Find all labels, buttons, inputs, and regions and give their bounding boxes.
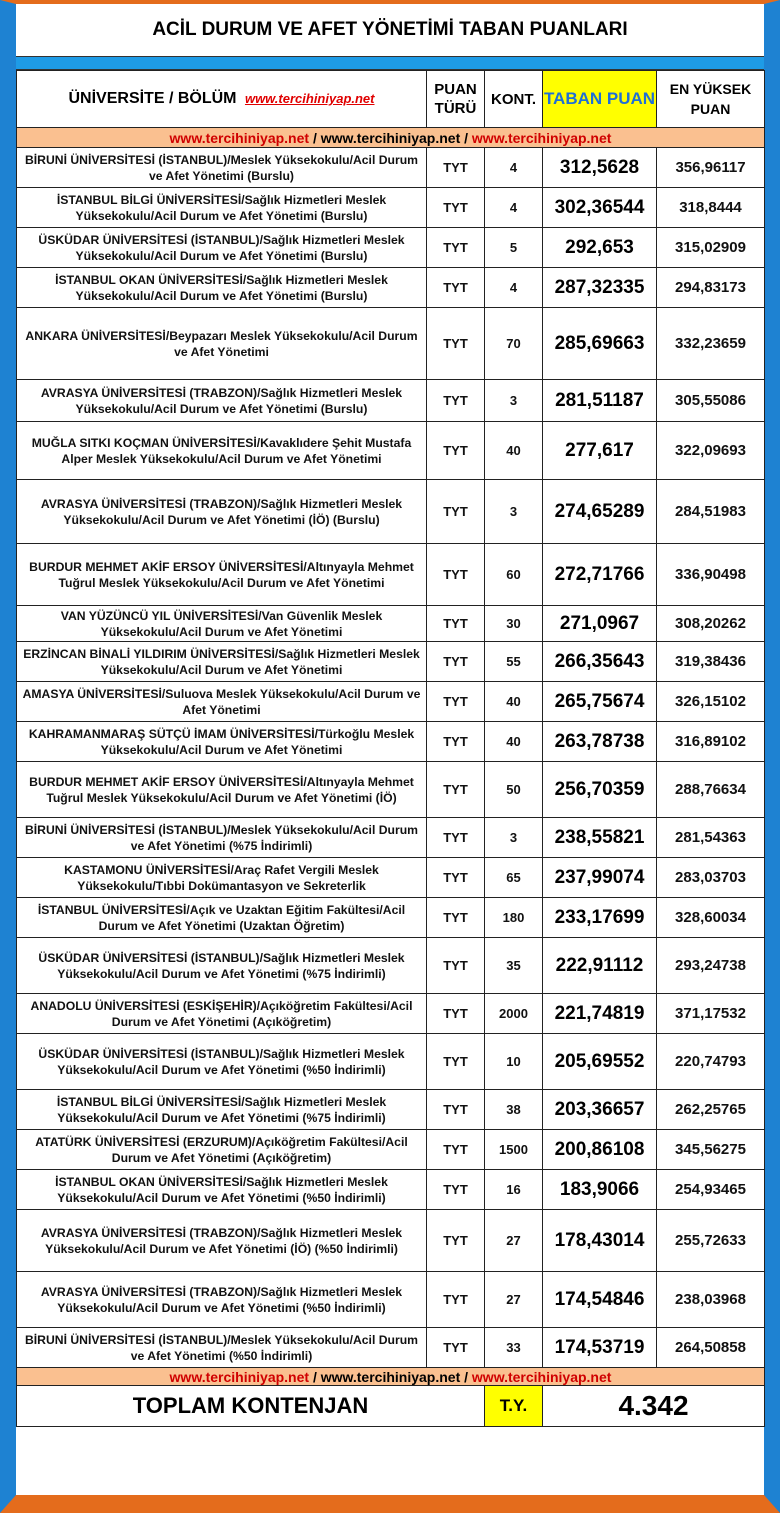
base-score: 292,653	[543, 228, 657, 268]
score-type: TYT	[427, 268, 485, 308]
base-score: 221,74819	[543, 994, 657, 1034]
score-type: TYT	[427, 818, 485, 858]
score-type: TYT	[427, 1170, 485, 1210]
score-type: TYT	[427, 544, 485, 606]
score-type: TYT	[427, 606, 485, 642]
table-row	[17, 308, 765, 380]
table-row	[17, 642, 765, 682]
base-score: 281,51187	[543, 380, 657, 422]
score-type: TYT	[427, 380, 485, 422]
header-university-label: ÜNİVERSİTE / BÖLÜM	[68, 90, 237, 107]
university-program: BİRUNİ ÜNİVERSİTESİ (İSTANBUL)/Meslek Yüksekokulu/Acil Durum ve Afet Yönetimi (Burslu)	[17, 148, 427, 188]
watermark-sep: /	[460, 129, 472, 146]
header-site-link[interactable]: www.tercihiniyap.net	[244, 91, 375, 106]
university-program: İSTANBUL BİLGİ ÜNİVERSİTESİ/Sağlık Hizmetleri Meslek Yüksekokulu/Acil Durum ve Afet Yönetimi (Burslu)	[17, 188, 427, 228]
table-row	[17, 994, 765, 1034]
page-title: ACİL DURUM VE AFET YÖNETİMİ TABAN PUANLARI	[16, 4, 764, 57]
max-score: 345,56275	[657, 1130, 765, 1170]
table-row	[17, 268, 765, 308]
university-program: AMASYA ÜNİVERSİTESİ/Suluova Meslek Yüksekokulu/Acil Durum ve Afet Yönetimi	[17, 682, 427, 722]
quota: 10	[485, 1034, 543, 1090]
watermark-link[interactable]: www.tercihiniyap.net	[169, 129, 310, 146]
table-body	[17, 148, 765, 1368]
quota: 70	[485, 308, 543, 380]
score-type: TYT	[427, 682, 485, 722]
max-score: 319,38436	[657, 642, 765, 682]
watermark-banner-top	[17, 128, 765, 148]
quota: 27	[485, 1210, 543, 1272]
score-type: TYT	[427, 762, 485, 818]
base-score: 237,99074	[543, 858, 657, 898]
base-score: 233,17699	[543, 898, 657, 938]
university-program: ÜSKÜDAR ÜNİVERSİTESİ (İSTANBUL)/Sağlık Hizmetleri Meslek Yüksekokulu/Acil Durum ve Afet Yönetimi (Burslu)	[17, 228, 427, 268]
score-type: TYT	[427, 1210, 485, 1272]
base-score: 178,43014	[543, 1210, 657, 1272]
university-program: BURDUR MEHMET AKİF ERSOY ÜNİVERSİTESİ/Altınyayla Mehmet Tuğrul Meslek Yüksekokulu/Acil Durum ve Afet Yönetimi (İÖ)	[17, 762, 427, 818]
max-score: 284,51983	[657, 480, 765, 544]
table-row	[17, 228, 765, 268]
university-program: AVRASYA ÜNİVERSİTESİ (TRABZON)/Sağlık Hizmetleri Meslek Yüksekokulu/Acil Durum ve Afet Yönetimi (%50 İndirimli)	[17, 1272, 427, 1328]
watermark-sep: /	[309, 1368, 321, 1385]
score-type: TYT	[427, 994, 485, 1034]
base-score: 174,53719	[543, 1328, 657, 1368]
score-type: TYT	[427, 422, 485, 480]
watermark-sep: /	[460, 1368, 472, 1385]
watermark-banner-bottom	[17, 1368, 765, 1386]
watermark-link[interactable]: www.tercihiniyap.net	[471, 129, 612, 146]
university-program: AVRASYA ÜNİVERSİTESİ (TRABZON)/Sağlık Hizmetleri Meslek Yüksekokulu/Acil Durum ve Afet Yönetimi (Burslu)	[17, 380, 427, 422]
table-row	[17, 1034, 765, 1090]
max-score: 305,55086	[657, 380, 765, 422]
max-score: 254,93465	[657, 1170, 765, 1210]
quota: 4	[485, 268, 543, 308]
quota: 16	[485, 1170, 543, 1210]
base-score: 263,78738	[543, 722, 657, 762]
table-row	[17, 938, 765, 994]
watermark-sep: /	[309, 129, 321, 146]
score-type: TYT	[427, 1034, 485, 1090]
university-program: MUĞLA SITKI KOÇMAN ÜNİVERSİTESİ/Kavaklıdere Şehit Mustafa Alper Meslek Yüksekokulu/Acil Durum ve Afet Yönetimi	[17, 422, 427, 480]
base-score: 274,65289	[543, 480, 657, 544]
max-score: 238,03968	[657, 1272, 765, 1328]
score-type: TYT	[427, 1090, 485, 1130]
max-score: 308,20262	[657, 606, 765, 642]
university-program: KASTAMONU ÜNİVERSİTESİ/Araç Rafet Vergili Meslek Yüksekokulu/Tıbbi Dokümantasyon ve Sekreterlik	[17, 858, 427, 898]
quota: 40	[485, 422, 543, 480]
table-row	[17, 1130, 765, 1170]
quota: 50	[485, 762, 543, 818]
table-row	[17, 1090, 765, 1130]
score-type: TYT	[427, 722, 485, 762]
header-quota: KONT.	[485, 71, 543, 128]
table-row	[17, 148, 765, 188]
quota: 35	[485, 938, 543, 994]
max-score: 316,89102	[657, 722, 765, 762]
header-score-type: PUAN TÜRÜ	[427, 71, 485, 128]
max-score: 371,17532	[657, 994, 765, 1034]
base-score: 238,55821	[543, 818, 657, 858]
table-row	[17, 422, 765, 480]
max-score: 315,02909	[657, 228, 765, 268]
max-score: 294,83173	[657, 268, 765, 308]
quota: 33	[485, 1328, 543, 1368]
max-score: 356,96117	[657, 148, 765, 188]
score-type: TYT	[427, 480, 485, 544]
max-score: 262,25765	[657, 1090, 765, 1130]
quota: 4	[485, 188, 543, 228]
base-score: 312,5628	[543, 148, 657, 188]
quota: 65	[485, 858, 543, 898]
score-type: TYT	[427, 898, 485, 938]
score-type: TYT	[427, 228, 485, 268]
university-program: İSTANBUL OKAN ÜNİVERSİTESİ/Sağlık Hizmetleri Meslek Yüksekokulu/Acil Durum ve Afet Yönetimi (%50 İndirimli)	[17, 1170, 427, 1210]
base-score: 271,0967	[543, 606, 657, 642]
quota: 3	[485, 380, 543, 422]
max-score: 332,23659	[657, 308, 765, 380]
base-score: 174,54846	[543, 1272, 657, 1328]
table-row	[17, 682, 765, 722]
quota: 1500	[485, 1130, 543, 1170]
score-type: TYT	[427, 1328, 485, 1368]
table-row	[17, 606, 765, 642]
table-row	[17, 1328, 765, 1368]
total-quota-label: TOPLAM KONTENJAN	[17, 1386, 485, 1427]
base-score: 205,69552	[543, 1034, 657, 1090]
base-score: 265,75674	[543, 682, 657, 722]
score-type: TYT	[427, 642, 485, 682]
watermark-link[interactable]: www.tercihiniyap.net	[471, 1368, 612, 1385]
university-program: AVRASYA ÜNİVERSİTESİ (TRABZON)/Sağlık Hizmetleri Meslek Yüksekokulu/Acil Durum ve Afet Yönetimi (İÖ) (%50 İndirimli)	[17, 1210, 427, 1272]
quota: 2000	[485, 994, 543, 1034]
quota: 40	[485, 682, 543, 722]
table-row	[17, 1170, 765, 1210]
quota: 60	[485, 544, 543, 606]
max-score: 336,90498	[657, 544, 765, 606]
max-score: 283,03703	[657, 858, 765, 898]
base-score: 302,36544	[543, 188, 657, 228]
university-program: BURDUR MEHMET AKİF ERSOY ÜNİVERSİTESİ/Altınyayla Mehmet Tuğrul Meslek Yüksekokulu/Acil Durum ve Afet Yönetimi	[17, 544, 427, 606]
table-row	[17, 1272, 765, 1328]
watermark-link[interactable]: www.tercihiniyap.net	[169, 1368, 310, 1385]
quota: 4	[485, 148, 543, 188]
base-score: 200,86108	[543, 1130, 657, 1170]
university-program: ANKARA ÜNİVERSİTESİ/Beypazarı Meslek Yüksekokulu/Acil Durum ve Afet Yönetimi	[17, 308, 427, 380]
total-score-type: T.Y.	[485, 1386, 543, 1427]
total-quota-value: 4.342	[543, 1386, 765, 1427]
table-row	[17, 1210, 765, 1272]
university-program: KAHRAMANMARAŞ SÜTÇÜ İMAM ÜNİVERSİTESİ/Türkoğlu Meslek Yüksekokulu/Acil Durum ve Afet Yönetimi	[17, 722, 427, 762]
university-program: ANADOLU ÜNİVERSİTESİ (ESKİŞEHİR)/Açıköğretim Fakültesi/Acil Durum ve Afet Yönetimi (Açıköğretim)	[17, 994, 427, 1034]
quota: 27	[485, 1272, 543, 1328]
score-type: TYT	[427, 858, 485, 898]
table-row	[17, 762, 765, 818]
quota: 55	[485, 642, 543, 682]
university-program: ÜSKÜDAR ÜNİVERSİTESİ (İSTANBUL)/Sağlık Hizmetleri Meslek Yüksekokulu/Acil Durum ve Afet Yönetimi (%50 İndirimli)	[17, 1034, 427, 1090]
max-score: 328,60034	[657, 898, 765, 938]
table-row	[17, 818, 765, 858]
max-score: 322,09693	[657, 422, 765, 480]
quota: 5	[485, 228, 543, 268]
base-score: 256,70359	[543, 762, 657, 818]
university-program: VAN YÜZÜNCÜ YIL ÜNİVERSİTESİ/Van Güvenlik Meslek Yüksekokulu/Acil Durum ve Afet Yönetimi	[17, 606, 427, 642]
base-score: 287,32335	[543, 268, 657, 308]
university-program: ÜSKÜDAR ÜNİVERSİTESİ (İSTANBUL)/Sağlık Hizmetleri Meslek Yüksekokulu/Acil Durum ve Afet Yönetimi (%75 İndirimli)	[17, 938, 427, 994]
quota: 30	[485, 606, 543, 642]
university-program: ATATÜRK ÜNİVERSİTESİ (ERZURUM)/Açıköğretim Fakültesi/Acil Durum ve Afet Yönetimi (Açıköğretim)	[17, 1130, 427, 1170]
max-score: 264,50858	[657, 1328, 765, 1368]
header-base-score: TABAN PUAN	[543, 71, 657, 128]
base-score: 222,91112	[543, 938, 657, 994]
watermark-link[interactable]: www.tercihiniyap.net	[320, 1368, 461, 1385]
table-row	[17, 380, 765, 422]
university-program: İSTANBUL ÜNİVERSİTESİ/Açık ve Uzaktan Eğitim Fakültesi/Acil Durum ve Afet Yönetimi (Uzaktan Öğretim)	[17, 898, 427, 938]
university-program: İSTANBUL OKAN ÜNİVERSİTESİ/Sağlık Hizmetleri Meslek Yüksekokulu/Acil Durum ve Afet Yönetimi (Burslu)	[17, 268, 427, 308]
max-score: 318,8444	[657, 188, 765, 228]
university-program: ERZİNCAN BİNALİ YILDIRIM ÜNİVERSİTESİ/Sağlık Hizmetleri Meslek Yüksekokulu/Acil Durum ve Afet Yönetimi	[17, 642, 427, 682]
quota: 40	[485, 722, 543, 762]
base-score: 183,9066	[543, 1170, 657, 1210]
score-type: TYT	[427, 1272, 485, 1328]
score-type: TYT	[427, 938, 485, 994]
table-row	[17, 898, 765, 938]
blue-divider	[16, 57, 764, 70]
score-type: TYT	[427, 308, 485, 380]
base-score: 203,36657	[543, 1090, 657, 1130]
table-row	[17, 858, 765, 898]
max-score: 220,74793	[657, 1034, 765, 1090]
max-score: 255,72633	[657, 1210, 765, 1272]
max-score: 281,54363	[657, 818, 765, 858]
base-score: 285,69663	[543, 308, 657, 380]
header-university	[17, 71, 427, 128]
quota: 3	[485, 480, 543, 544]
quota: 3	[485, 818, 543, 858]
quota: 180	[485, 898, 543, 938]
university-program: İSTANBUL BİLGİ ÜNİVERSİTESİ/Sağlık Hizmetleri Meslek Yüksekokulu/Acil Durum ve Afet Yönetimi (%75 İndirimli)	[17, 1090, 427, 1130]
max-score: 293,24738	[657, 938, 765, 994]
quota: 38	[485, 1090, 543, 1130]
university-program: BİRUNİ ÜNİVERSİTESİ (İSTANBUL)/Meslek Yüksekokulu/Acil Durum ve Afet Yönetimi (%50 İndirimli)	[17, 1328, 427, 1368]
header-max-score: EN YÜKSEK PUAN	[657, 71, 765, 128]
base-score: 266,35643	[543, 642, 657, 682]
max-score: 288,76634	[657, 762, 765, 818]
university-program: AVRASYA ÜNİVERSİTESİ (TRABZON)/Sağlık Hizmetleri Meslek Yüksekokulu/Acil Durum ve Afet Yönetimi (İÖ) (Burslu)	[17, 480, 427, 544]
table-row	[17, 544, 765, 606]
score-type: TYT	[427, 1130, 485, 1170]
table-row	[17, 188, 765, 228]
table-row	[17, 480, 765, 544]
watermark-link[interactable]: www.tercihiniyap.net	[320, 129, 461, 146]
table-row	[17, 722, 765, 762]
max-score: 326,15102	[657, 682, 765, 722]
score-type: TYT	[427, 188, 485, 228]
score-type: TYT	[427, 148, 485, 188]
university-program: BİRUNİ ÜNİVERSİTESİ (İSTANBUL)/Meslek Yüksekokulu/Acil Durum ve Afet Yönetimi (%75 İndirimli)	[17, 818, 427, 858]
base-score: 272,71766	[543, 544, 657, 606]
base-score: 277,617	[543, 422, 657, 480]
score-table	[16, 70, 765, 1427]
